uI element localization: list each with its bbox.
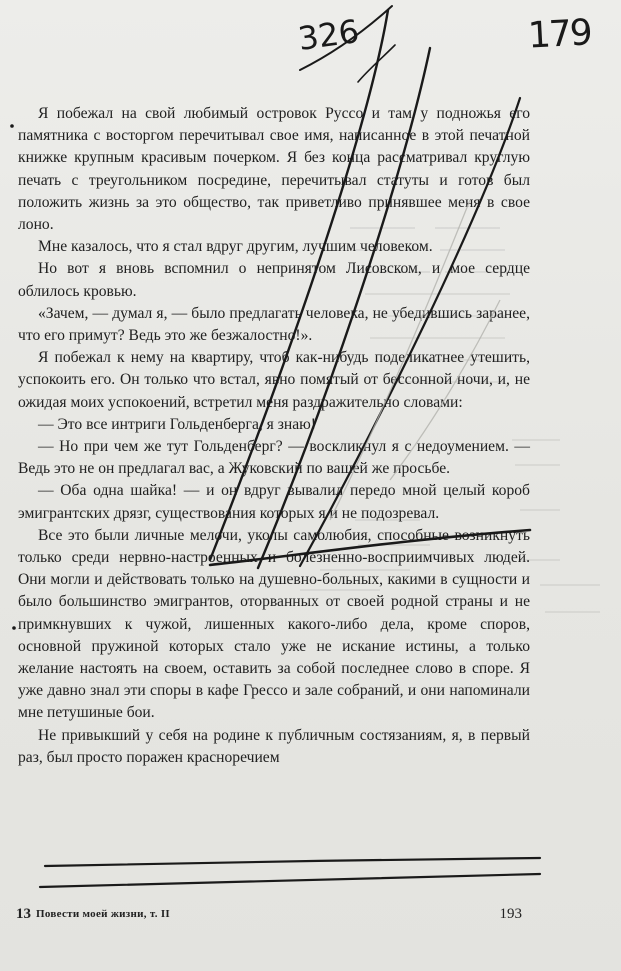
strikethrough-line	[45, 858, 540, 866]
margin-dot	[12, 626, 16, 630]
handwritten-archive-number: 179	[526, 12, 592, 57]
paragraph-struck: Не привыкший у себя на родине к публичным состязаниям, я, в первый раз, был просто поражен красноречием	[18, 726, 530, 766]
margin-dot	[10, 124, 14, 128]
paragraph: Я побежал на свой любимый островок Руссо и там у подножья его памятника с восторгом перечитывал свое имя, написанное в этой печатной книжке крупным красивым почерком. Я без конца рассматривал круглую печать с треугольником посредине, перечитывал статуты и готов был положить жизнь за это общество, так приветливо принявшее меня в свое лоно.	[18, 105, 530, 234]
strikethrough-line	[40, 874, 540, 887]
paragraph: Мне казалось, что я стал вдруг другим, лучшим человеком.	[38, 238, 433, 256]
ascender-stroke	[358, 45, 395, 82]
signature-title: Повести моей жизни, т. II	[36, 908, 170, 920]
signature-number: 13	[16, 906, 31, 922]
handwritten-inventory-mark: 326	[295, 11, 362, 59]
paragraph: Я побежал к нему на квартиру, чтоб как-нибудь поделикатнее утешить, успокоить его. Он только что встал, явно помятый от бессонной ночи, и, не ожидая моих успокоений, встретил меня раздражительно словами:	[18, 349, 530, 411]
paragraph: — Оба одна шайка! — и он вдруг вывалил передо мной целый короб эмигрантских дрязг, существования которых я и не подозревал.	[18, 482, 530, 522]
paragraph: — Но при чем же тут Гольденберг? — воскликнул я с недоумением. — Ведь это не он предлагал вас, а Жуковский по вашей же просьбе.	[18, 438, 530, 478]
paragraph: Но вот я вновь вспомнил о непринятом Лисовском, и мое сердце облилось кровью.	[18, 260, 530, 300]
paragraph: «Зачем, — думал я, — было предлагать человека, не убедившись заранее, что его примут? Ведь это же безжалостно!».	[18, 304, 530, 345]
page-footer	[16, 906, 536, 928]
page-number: 193	[499, 906, 522, 922]
paragraph: Все это были личные мелочи, уколы самолюбия, способные возникнуть только среди нервно-настроенных и болезненно-восприимчивых людей. Они могли и действовать только на душевно-больных, какими в сущности и было большинство эмигрантов, оторванных от своей родной страны и не примкнувших к чужой, лишенных какого-либо дела, кроме споров, основной пружиной которых стало уже не искание истины, а только желание настоять на своем, оставить за собой последнее слово в споре. Я уже давно знал эти споры в кафе Грессо и зале собраний, и они напоминали мне петушиные бои.	[18, 526, 530, 722]
paragraph: — Это все интриги Гольденберга, я знаю!	[38, 415, 316, 433]
body-text	[18, 103, 530, 769]
